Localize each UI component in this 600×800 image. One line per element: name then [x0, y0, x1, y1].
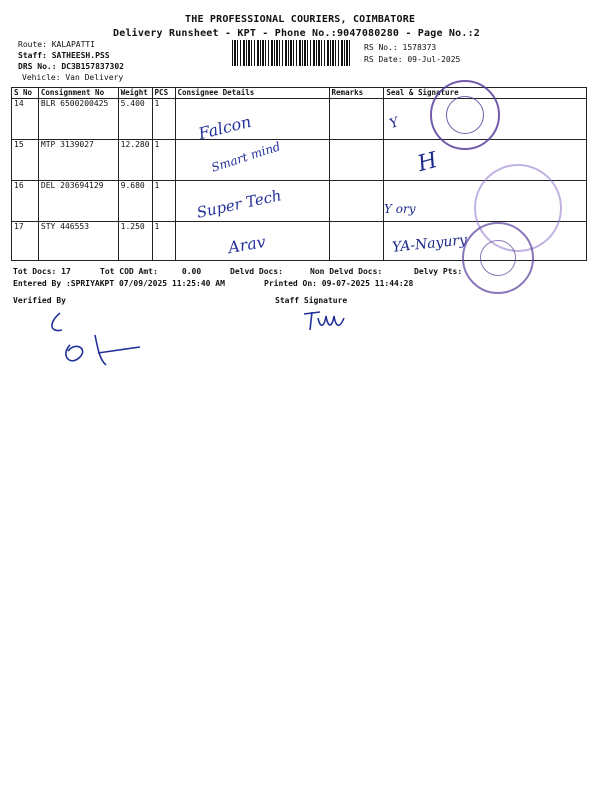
drs-label: DRS No.: DC3B157837302	[18, 62, 124, 71]
cell-consignment: MTP 3139027	[38, 140, 118, 181]
cell-sno: 16	[12, 181, 39, 222]
cell-remarks	[329, 99, 384, 140]
total-cod: Tot COD Amt: 0.00	[100, 267, 202, 276]
col-pcs: PCS	[152, 88, 175, 99]
cell-remarks	[329, 222, 384, 261]
entered-by: Entered By :SPRIYAKPT 07/09/2025 11:25:40 AM	[13, 279, 225, 288]
cell-weight: 5.400	[118, 99, 152, 140]
verified-by-label: Verified By	[13, 296, 66, 305]
handwritten-signature-1: Y	[387, 114, 401, 133]
col-consignee: Consignee Details	[175, 88, 329, 99]
cell-weight: 1.250	[118, 222, 152, 261]
cell-pcs: 1	[152, 99, 175, 140]
handwritten-signature-2: H	[415, 147, 441, 178]
cell-sno: 17	[12, 222, 39, 261]
handwritten-signature-4: YA-Nayury	[391, 232, 468, 256]
rs-number: RS No.: 1578373	[364, 43, 437, 52]
handwritten-consignee-2: Smart mind	[209, 139, 283, 175]
cell-pcs: 1	[152, 181, 175, 222]
cell-weight: 12.280	[118, 140, 152, 181]
table-header-row	[12, 88, 587, 99]
staff-signature-label: Staff Signature	[275, 296, 348, 305]
handwritten-signature-3: Y ory	[384, 202, 416, 216]
cell-signature	[384, 140, 587, 181]
delivery-points: Delvy Pts:	[414, 267, 463, 276]
handwritten-consignee-4: Arav	[226, 231, 268, 258]
route-label: Route: KALAPATTI	[18, 40, 96, 49]
cell-remarks	[329, 181, 384, 222]
table-row	[12, 99, 587, 140]
cell-remarks	[329, 140, 384, 181]
runsheet-subtitle: Delivery Runsheet - KPT - Phone No.:9047080280 - Page No.:2	[113, 28, 481, 39]
cell-consignment: BLR 6500200425	[38, 99, 118, 140]
barcode-image	[232, 40, 350, 66]
cell-pcs: 1	[152, 222, 175, 261]
rs-date: RS Date: 09-Jul-2025	[364, 55, 461, 64]
handwritten-consignee-3: Super Tech	[195, 186, 284, 222]
staff-signature-scribble	[300, 306, 360, 336]
vehicle-label: Vehicle: Van Delivery	[22, 73, 124, 82]
seal-stamp	[462, 222, 534, 294]
non-delivered-docs: Non Delvd Docs:	[310, 267, 383, 276]
verified-signature-scribble	[40, 305, 150, 370]
cell-consignment: STY 446553	[38, 222, 118, 261]
col-signature: Seal & Signature	[384, 88, 587, 99]
col-sno: S No	[12, 88, 39, 99]
printed-on: Printed On: 09-07-2025 11:44:28	[264, 279, 414, 288]
handwritten-consignee-1: Falcon	[196, 111, 254, 144]
col-remarks: Remarks	[329, 88, 384, 99]
cell-pcs: 1	[152, 140, 175, 181]
col-weight: Weight	[118, 88, 152, 99]
delivered-docs: Delvd Docs:	[230, 267, 283, 276]
cell-weight: 9.680	[118, 181, 152, 222]
cell-sno: 14	[12, 99, 39, 140]
seal-stamp	[430, 80, 500, 150]
company-title: THE PROFESSIONAL COURIERS, COIMBATORE	[185, 14, 416, 25]
total-docs: Tot Docs: 17	[13, 267, 71, 276]
cell-sno: 15	[12, 140, 39, 181]
col-consignment: Consignment No	[38, 88, 118, 99]
cell-consignment: DEL 203694129	[38, 181, 118, 222]
staff-label: Staff: SATHEESH.PSS	[18, 51, 110, 60]
